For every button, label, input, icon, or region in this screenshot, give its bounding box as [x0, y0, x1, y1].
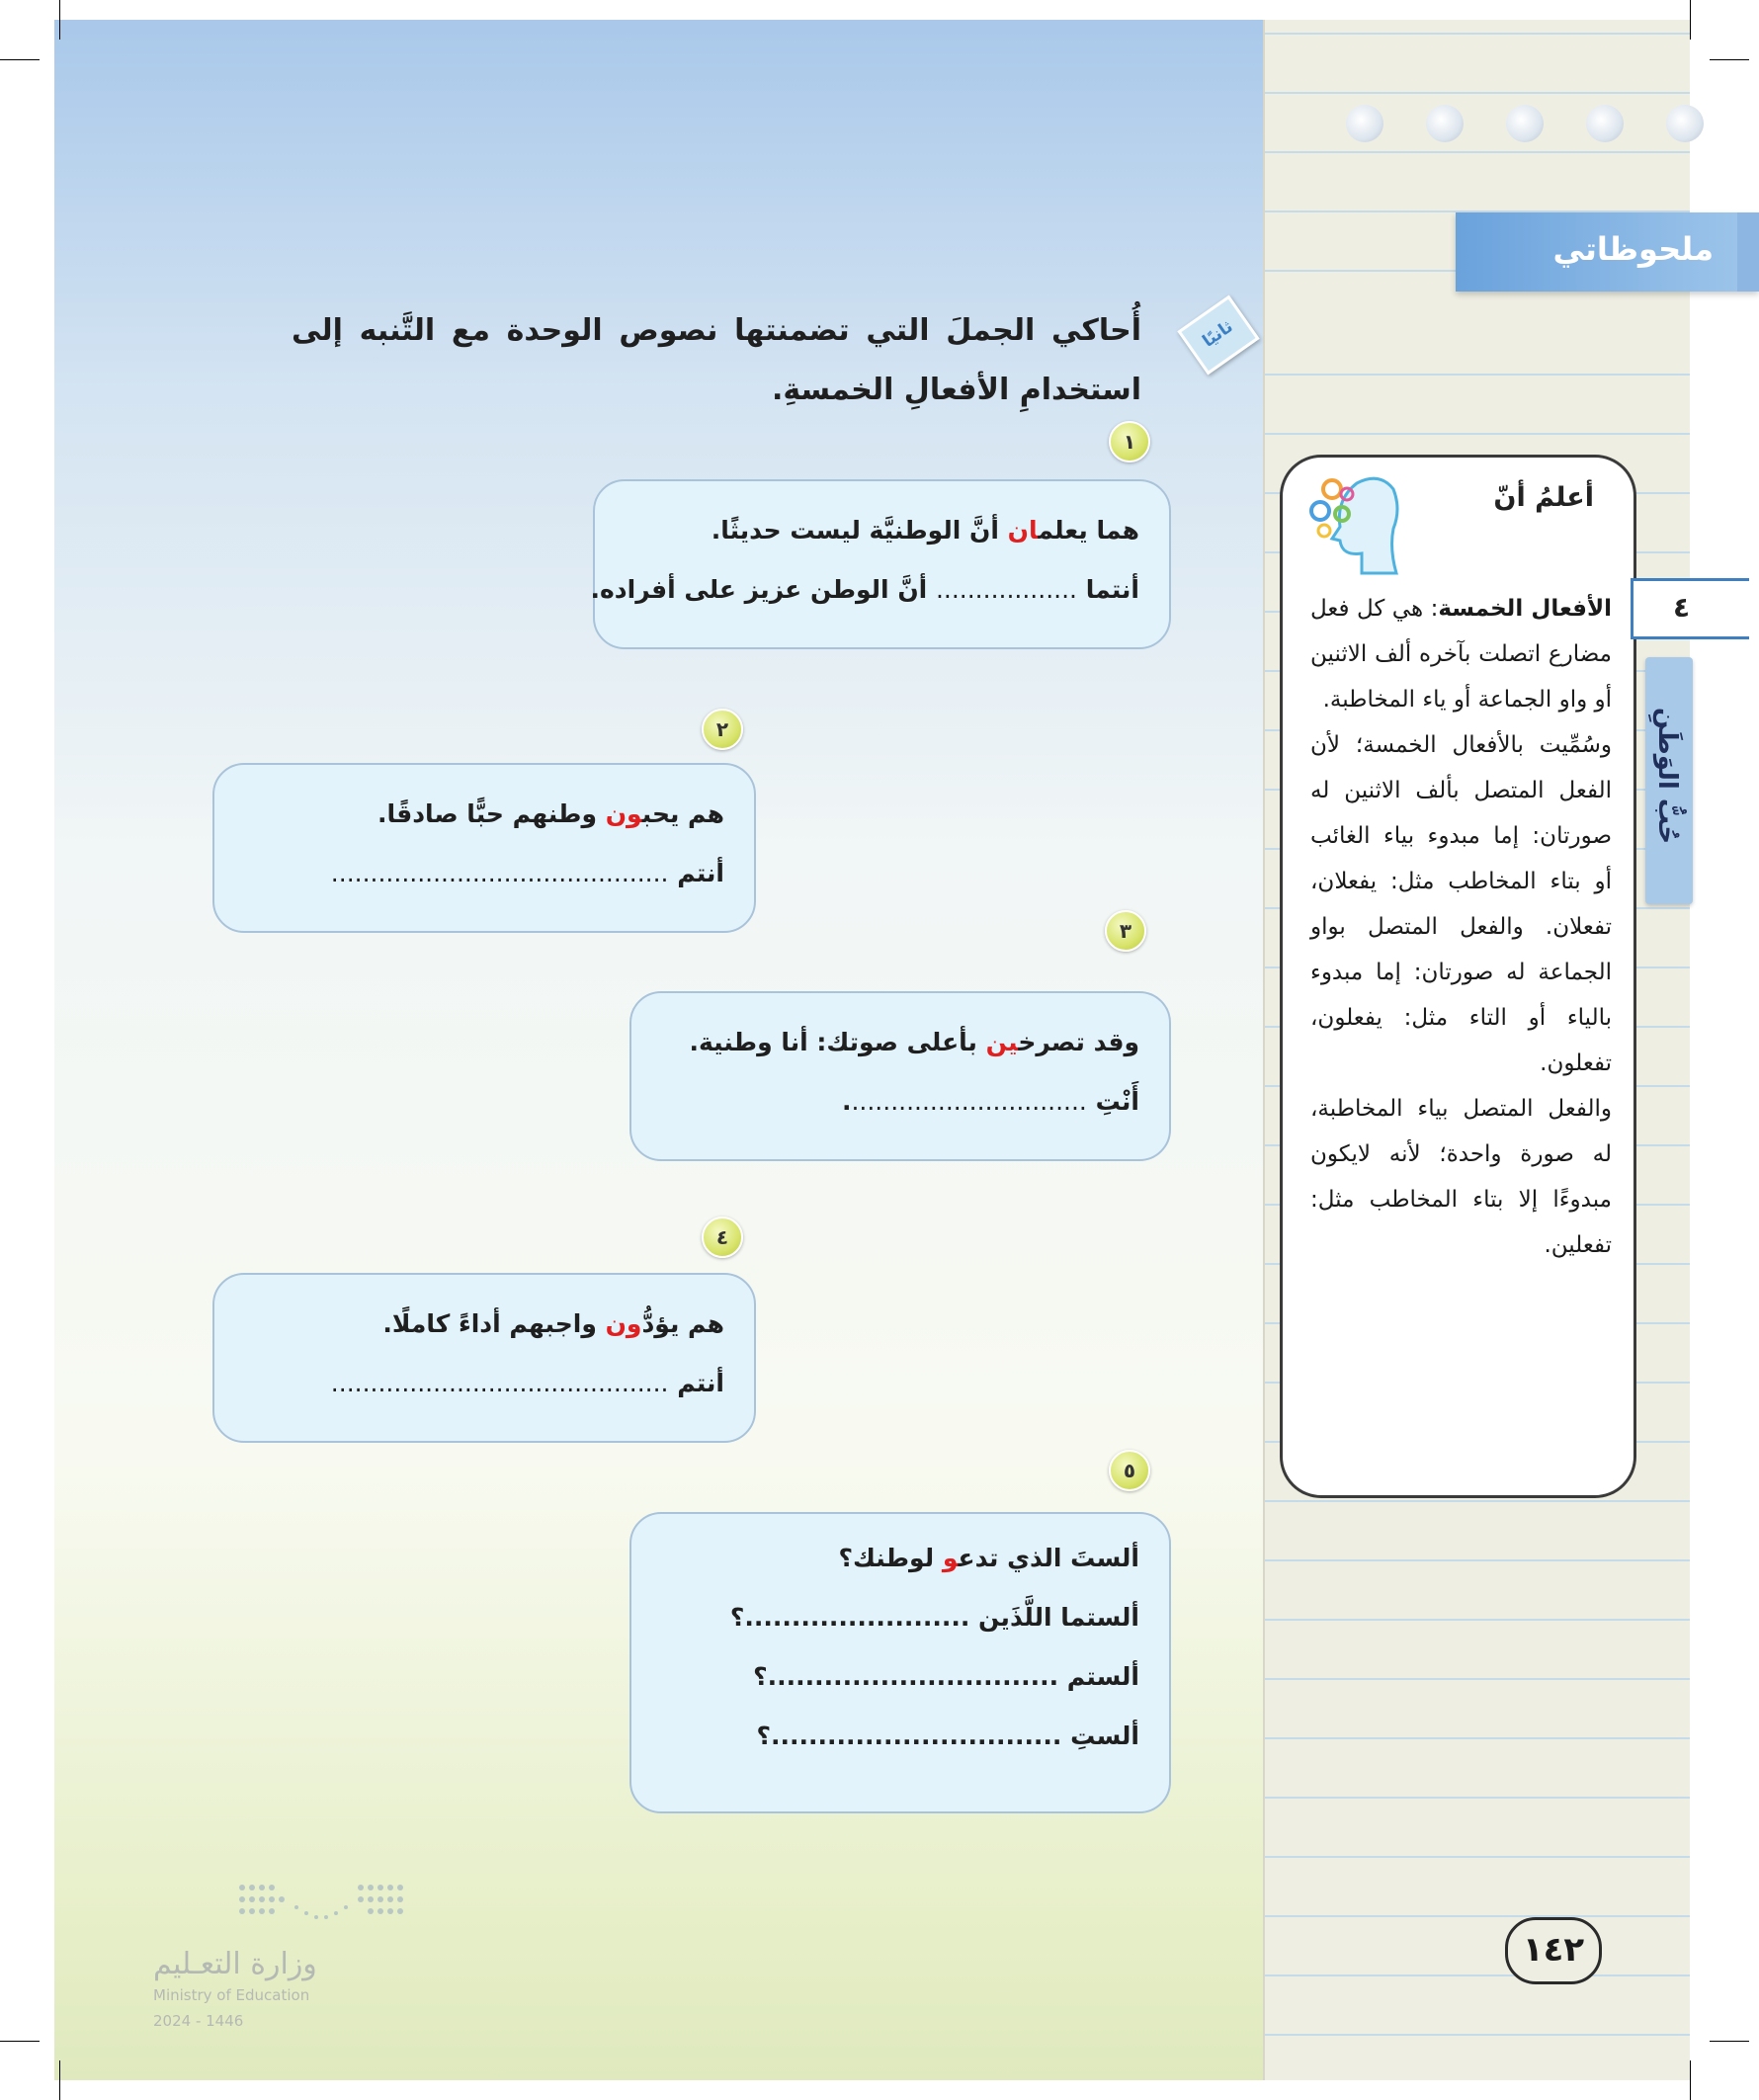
ministry-year: 2024 - 1446 [153, 2012, 244, 2030]
crop-mark [1690, 0, 1691, 40]
answer-line[interactable]: أنتم ........................................... [330, 1369, 724, 1397]
exercise-box-3 [629, 991, 1171, 1161]
exercise-box-5 [629, 1512, 1171, 1813]
unit-number: ٤ [1631, 578, 1749, 639]
section-badge: ثانيًا [1177, 295, 1259, 376]
crop-mark [59, 0, 60, 40]
example-sentence: ألستَ الذي تدعو لوطنك؟ [838, 1544, 1139, 1572]
example-sentence: هما يعلمان أنَّ الوطنيَّة ليست حديثًا. [711, 516, 1139, 545]
exercise-number: ٥ [1109, 1450, 1150, 1491]
instruction-text: أُحاكي الجملَ التي تضمنتها نصوص الوحدة مع التَّنبه إلى استخدامِ الأفعالِ الخمسةِ. [292, 313, 1141, 407]
unit-tab: حُبُّ الوَطَنِ [1645, 657, 1693, 904]
crop-mark [1710, 59, 1749, 60]
exercise-box-1 [590, 479, 1171, 649]
binder-hole [1506, 105, 1544, 142]
exercise-number: ٣ [1105, 910, 1146, 952]
answer-line[interactable]: أَنْتِ ............................... [841, 1087, 1139, 1116]
binder-hole [1426, 105, 1464, 142]
crop-mark [0, 2041, 40, 2042]
example-sentence: وقد تصرخين بأعلى صوتك: أنا وطنية. [689, 1028, 1139, 1056]
exercise-box-2 [212, 763, 756, 933]
notes-tab: ملحوظاتي [1456, 212, 1759, 292]
head-gears-icon [1302, 469, 1401, 578]
page-number: ١٤٢ [1505, 1917, 1602, 1984]
info-title: أعلمُ أنّ [1493, 482, 1594, 513]
exercise-number: ٢ [702, 709, 743, 750]
crop-mark [0, 59, 40, 60]
info-box [1280, 455, 1636, 1498]
ministry-name-arabic: وزارة التعـليم [153, 1947, 317, 1981]
ministry-name-english: Ministry of Education [153, 1986, 310, 2004]
crop-mark [1710, 2041, 1749, 2042]
exercise-number: ٤ [702, 1217, 743, 1258]
ministry-logo [232, 1878, 410, 1932]
answer-line[interactable]: ألستِ ...............................؟ [756, 1722, 1139, 1750]
answer-line[interactable]: ألستم ...............................؟ [753, 1662, 1139, 1691]
binder-hole [1586, 105, 1624, 142]
exercise-number: ١ [1109, 421, 1150, 462]
crop-mark [1690, 2060, 1691, 2100]
example-sentence: هم يحبون وطنهم حبًّا صادقًا. [377, 799, 724, 828]
textbook-page [54, 20, 1714, 2080]
example-sentence: هم يؤدُّون واجبهم أداءً كاملًا. [382, 1309, 724, 1338]
answer-line[interactable]: أنتم ........................................... [330, 859, 724, 887]
crop-mark [59, 2060, 60, 2100]
answer-line[interactable]: أنتما .................. أنَّ الوطن عزيز على أفراده. [590, 575, 1139, 604]
answer-line[interactable]: ألستما اللَّذَين ........................؟ [729, 1603, 1139, 1632]
info-text: الأفعال الخمسة: هي كل فعل مضارع اتصلت بآخره ألف الاثنين أو واو الجماعة أو ياء المخاطبة. وسُمِّيت بالأفعال الخمسة؛ لأن الفعل المتصل بألف الاثنين له صورتان: إما مبدوء بياء الغائب أو بتاء المخاطب مثل: يفعلان، تفعلان. والفعل المتصل بواو الجماعة له صورتان: إما مبدوء بالياء أو التاء مثل: يفعلون، تفعلون. والفعل المتصل بياء المخاطبة، له صورة واحدة؛ لأنه لايكون مبدوءًا إلا بتاء المخاطب مثل: تفعلين. [1310, 596, 1613, 1258]
binder-hole [1666, 105, 1704, 142]
binder-hole [1346, 105, 1383, 142]
exercise-box-4 [212, 1273, 756, 1443]
